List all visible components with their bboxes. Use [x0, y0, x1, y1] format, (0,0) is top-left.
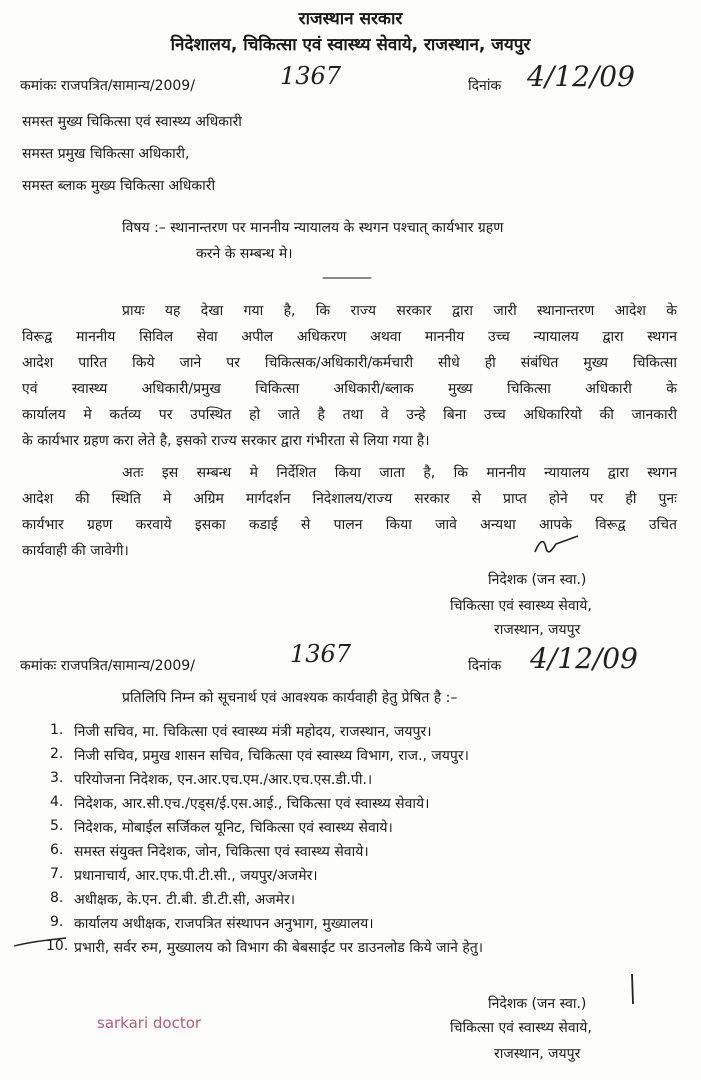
copy-list-item: कार्यालय अधीक्षक, राजपत्रित संस्थापन अनुभाग, मुख्यालय। — [74, 916, 374, 932]
subject-line: विषय :– स्थानान्तरण पर माननीय न्यायालय के स्थगन पश्चात् कार्यभार ग्रहण — [122, 220, 504, 236]
copy-list-number: 8. — [50, 890, 64, 906]
copy-list-item: निदेशक, मोबाईल सर्जिकल यूनिट, चिकित्सा एवं स्वास्थ्य सेवाये। — [74, 820, 393, 836]
addressee-line: समस्त ब्लाक मुख्य चिकित्सा अधिकारी — [22, 178, 216, 194]
copy-list-item: समस्त संयुक्त निदेशक, जोन, चिकित्सा एवं स्वास्थ्य सेवाये। — [74, 844, 369, 860]
signatory-title: निदेशक (जन स्वा.) — [488, 572, 587, 588]
tick-mark — [10, 930, 70, 954]
copy-list-number: 10. — [46, 938, 69, 954]
paragraph-line: कार्यभार ग्रहण करवाये इसका कडाई से पालन किया जावे अन्यथा आपके विरूद्व उचित — [22, 517, 677, 533]
body-paragraph-1 — [22, 298, 677, 454]
signature-initials-mark — [530, 530, 590, 560]
paragraph-line: आदेश की स्थिति मे अग्रिम मार्गदर्शन निदेशालय/राज्य सरकार से प्राप्त होने पर ही पुनः — [22, 491, 677, 507]
signature-stroke-mark — [624, 972, 640, 1008]
ref-number-handwritten: 1367 — [280, 62, 342, 90]
copy-list-number: 9. — [50, 914, 64, 930]
signatory-title: निदेशक (जन स्वा.) — [488, 996, 587, 1012]
signatory-location: राजस्थान, जयपुर — [494, 622, 581, 638]
signatory-department: चिकित्सा एवं स्वास्थ्य सेवाये, — [450, 598, 592, 614]
date-handwritten: 4/12/09 — [530, 642, 638, 675]
subject-underline: ———— — [322, 270, 370, 286]
date-label: दिनांक — [468, 658, 502, 674]
copy-list-item: परियोजना निदेशक, एन.आर.एच.एम./आर.एच.एस.डी.पी.। — [74, 772, 373, 788]
ref-label: कमांकः राजपत्रित/सामान्य/2009/ — [20, 78, 195, 94]
paragraph-line: के कार्यभार ग्रहण करा लेते है, इसको राज्य सरकार द्वारा गंभीरता से लिया गया है। — [22, 433, 430, 449]
paragraph-line: कार्यवाही की जावेगी। — [22, 543, 129, 559]
copy-list-item: अधीक्षक, के.एन. टी.बी. डी.टी.सी, अजमेर। — [74, 892, 296, 908]
copy-list-number: 7. — [50, 866, 64, 882]
paragraph-line: अतः इस सम्बन्ध मे निर्देशित किया जाता है, कि माननीय न्यायालय द्वारा स्थगन — [122, 465, 677, 481]
date-label: दिनांक — [468, 78, 502, 94]
signatory-location: राजस्थान, जयपुर — [494, 1046, 581, 1062]
copy-list-number: 2. — [50, 746, 64, 762]
copy-heading: प्रतिलिपि निम्न को सूचनार्थ एवं आवश्यक कार्यवाही हेतु प्रेषित है :– — [122, 690, 458, 706]
copy-list-number: 5. — [50, 818, 64, 834]
paragraph-line: प्रायः यह देखा गया है, कि राज्य सरकार द्वारा जारी स्थानान्तरण आदेश के — [122, 303, 677, 319]
govt-heading: राजस्थान सरकार — [298, 9, 403, 29]
ref-number-handwritten: 1367 — [290, 640, 352, 668]
copy-list-number: 1. — [50, 722, 64, 738]
copy-list-item: प्रधानाचार्य, आर.एफ.पी.टी.सी., जयपुर/अजमेर। — [74, 868, 318, 884]
copy-list-item: निदेशक, आर.सी.एच./एड्स/ई.एस.आई., चिकित्सा एवं स्वास्थ्य सेवाये। — [74, 796, 430, 812]
copy-list-item: प्रभारी, सर्वर रुम, मुख्यालय को विभाग की बेबसाईट पर डाउनलोड किये जाने हेतु। — [74, 940, 484, 956]
addressee-line: समस्त मुख्य चिकित्सा एवं स्वास्थ्य अधिकारी — [22, 114, 242, 130]
ref-label: कमांकः राजपत्रित/सामान्य/2009/ — [20, 658, 195, 674]
paragraph-line: विरूद्व माननीय सिविल सेवा अपील अधिकरण अथवा माननीय उच्च न्यायालय द्वारा स्थगन — [22, 329, 677, 345]
copy-list-number: 3. — [50, 770, 64, 786]
addressee-line: समस्त प्रमुख चिकित्सा अधिकारी, — [22, 146, 190, 162]
subject-line-2: करने के सम्बन्ध मे। — [196, 246, 293, 262]
copy-list-item: निजी सचिव, मा. चिकित्सा एवं स्वास्थ्य मंत्री महोदय, राजस्थान, जयपुर। — [74, 724, 432, 740]
signatory-department: चिकित्सा एवं स्वास्थ्य सेवाये, — [450, 1020, 592, 1036]
date-handwritten: 4/12/09 — [527, 60, 635, 93]
paragraph-line: एवं स्वास्थ्य अधिकारी/प्रमुख चिकित्सा अधिकारी/ब्लाक मुख्य चिकित्सा अधिकारी के — [22, 381, 677, 397]
watermark: sarkari doctor — [97, 1014, 202, 1032]
paragraph-line: कार्यालय मे कर्तव्य पर उपस्थित हो जाते है तथा वे उन्हे बिना उच्च अधिकारियो की जानकारी — [22, 407, 677, 423]
copy-list-item: निजी सचिव, प्रमुख शासन सचिव, चिकित्सा एवं स्वास्थ्य विभाग, राज., जयपुर। — [74, 748, 469, 764]
copy-list-number: 4. — [50, 794, 64, 810]
paragraph-line: आदेश पारित किये जाने पर चिकित्सक/अधिकारी/कर्मचारी सीधे ही संबंधित मुख्य चिकित्सा — [22, 355, 677, 371]
office-heading: निदेशालय, चिकित्सा एवं स्वास्थ्य सेवाये, राजस्थान, जयपुर — [170, 35, 531, 55]
copy-list-number: 6. — [50, 842, 64, 858]
